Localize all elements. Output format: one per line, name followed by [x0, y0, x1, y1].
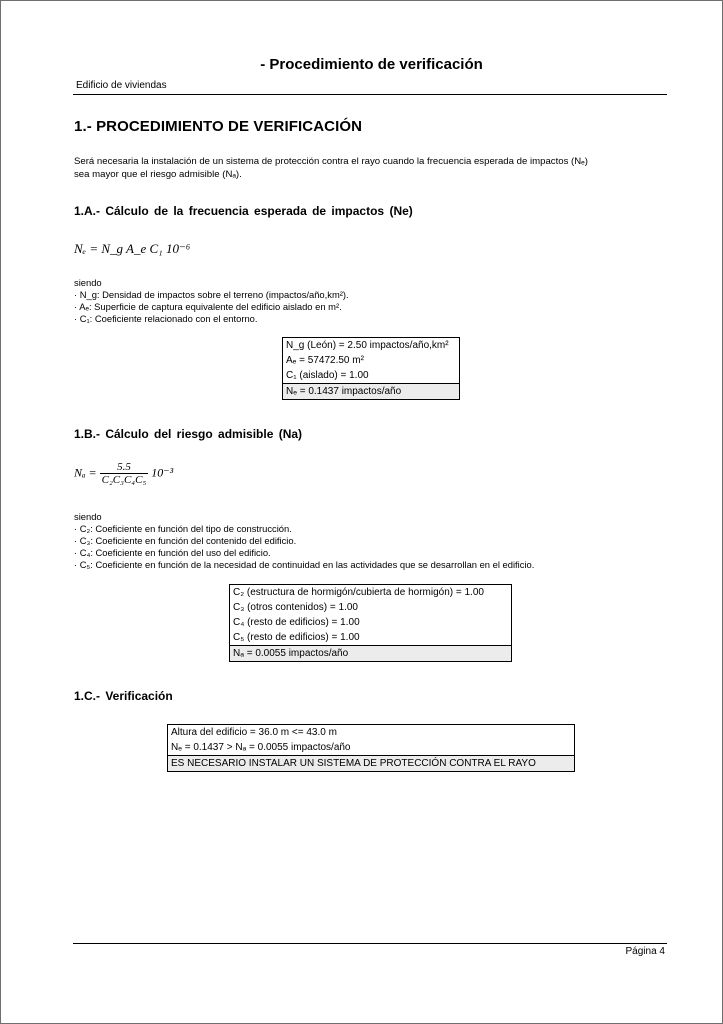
- subsection-a-title: 1.A.- Cálculo de la frecuencia esperada de impactos (Ne): [74, 204, 413, 218]
- subsection-b-values-box: [229, 584, 512, 662]
- definition-line: · N_g: Densidad de impactos sobre el terreno (impactos/año,km²).: [74, 289, 349, 300]
- intro-line: Será necesaria la instalación de un sistema de protección contra el rayo cuando la frecuencia esperada de impactos (Nₑ): [74, 156, 588, 167]
- value-row: C₄ (resto de edificios) = 1.00: [233, 617, 360, 628]
- subsection-b-title: 1.B.- Cálculo del riesgo admisible (Na): [74, 427, 303, 441]
- value-row: N_g (León) = 2.50 impactos/año,km²: [286, 340, 449, 351]
- definition-line: · C₄: Coeficiente en función del uso del edificio.: [74, 547, 271, 558]
- footer-divider: [73, 943, 667, 944]
- page-header-title: - Procedimiento de verificación: [260, 56, 483, 73]
- formula-numerator: 5.5: [117, 461, 131, 473]
- subsection-b-definitions: [74, 511, 534, 571]
- formula-denominator: C₂C₃C₄C₅: [101, 474, 147, 486]
- definition-line: · Aₑ: Superficie de captura equivalente del edificio aislado en m².: [74, 301, 342, 312]
- intro-paragraph: [74, 155, 674, 181]
- definition-line: siendo: [74, 511, 102, 522]
- definition-line: siendo: [74, 277, 102, 288]
- definition-line: · C₂: Coeficiente en función del tipo de construcción.: [74, 523, 292, 534]
- intro-line: sea mayor que el riesgo admisible (Nₐ).: [74, 169, 242, 180]
- value-row: Aₑ = 57472.50 m²: [286, 355, 364, 366]
- value-row: C₁ (aislado) = 1.00: [286, 370, 369, 381]
- value-row: C₅ (resto de edificios) = 1.00: [233, 632, 360, 643]
- value-row: C₃ (otros contenidos) = 1.00: [233, 602, 358, 613]
- definition-line: · C₃: Coeficiente en función del contenido del edificio.: [74, 535, 297, 546]
- formula-lhs: Nₐ =: [74, 465, 97, 480]
- formula-na: [74, 461, 173, 486]
- value-row: Nₑ = 0.1437 > Nₐ = 0.0055 impactos/año: [171, 742, 351, 753]
- subsection-a-values-box: [282, 337, 460, 400]
- formula-exponent: 10⁻³: [151, 465, 174, 480]
- result-row: Nₑ = 0.1437 impactos/año: [283, 383, 459, 399]
- definition-line: · C₅: Coeficiente en función de la necesidad de continuidad en las actividades que se desarrollan en el edificio.: [74, 559, 535, 570]
- page-number: Página 4: [625, 946, 665, 957]
- subsection-a-definitions: [74, 277, 349, 325]
- section-title: 1.- PROCEDIMIENTO DE VERIFICACIÓN: [74, 118, 363, 135]
- page-header-subtitle: Edificio de viviendas: [76, 80, 167, 91]
- result-row: Nₐ = 0.0055 impactos/año: [230, 645, 511, 661]
- verification-result-row: ES NECESARIO INSTALAR UN SISTEMA DE PROTECCIÓN CONTRA EL RAYO: [168, 755, 574, 771]
- definition-line: · C₁: Coeficiente relacionado con el entorno.: [74, 313, 258, 324]
- value-row: C₂ (estructura de hormigón/cubierta de hormigón) = 1.00: [233, 587, 484, 598]
- value-row: Altura del edificio = 36.0 m <= 43.0 m: [171, 727, 337, 738]
- verification-box: [167, 724, 575, 772]
- subsection-c-title: 1.C.- Verificación: [74, 689, 173, 703]
- formula-fraction: [100, 461, 149, 486]
- formula-ne: Nₑ = N_g A_e C₁ 10⁻⁶: [74, 241, 191, 256]
- header-divider: [73, 94, 667, 95]
